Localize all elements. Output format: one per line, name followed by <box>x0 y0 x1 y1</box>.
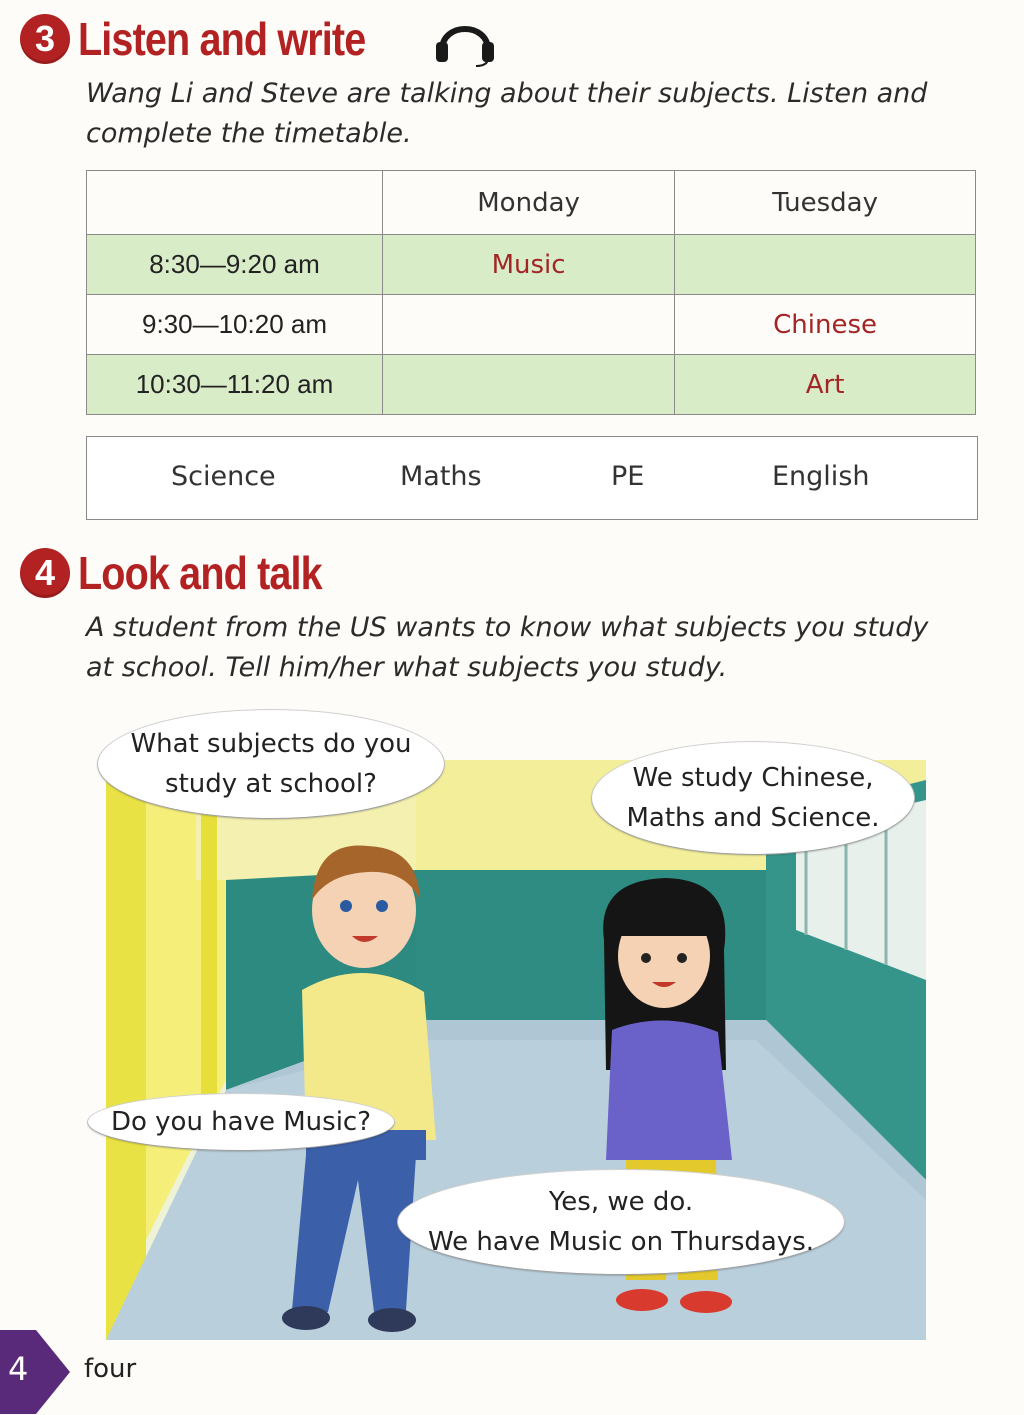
bubble-line: We have Music on Thursdays. <box>427 1227 815 1257</box>
section-4-header <box>20 546 361 600</box>
bubble-line: study at school? <box>165 769 377 799</box>
tuesday-cell[interactable]: Art <box>675 355 976 415</box>
table-row <box>87 355 976 415</box>
timetable <box>86 170 976 415</box>
header-cell: Monday <box>383 171 675 235</box>
page-number-word: four <box>84 1354 137 1384</box>
speech-bubble-girl-answer <box>592 742 914 854</box>
word-option: Maths <box>400 461 482 492</box>
header-cell <box>87 171 383 235</box>
monday-cell[interactable] <box>383 295 675 355</box>
section-4-instruction <box>86 608 986 688</box>
time-cell: 10:30—11:20 am <box>87 355 383 415</box>
word-box <box>86 436 978 520</box>
section-title: Look and talk <box>78 547 322 599</box>
bubble-line: What subjects do you <box>130 729 412 759</box>
speech-bubble-boy-question-2 <box>88 1094 394 1150</box>
section-3-header <box>20 12 412 66</box>
table-row <box>87 295 976 355</box>
monday-cell[interactable] <box>383 355 675 415</box>
time-cell: 8:30—9:20 am <box>87 235 383 295</box>
bubble-line: Do you have Music? <box>110 1107 372 1137</box>
page-number: 4 <box>8 1350 29 1388</box>
table-row <box>87 235 976 295</box>
headphones-icon <box>432 12 498 68</box>
section-number-badge: 3 <box>20 14 70 64</box>
table-header-row <box>87 171 976 235</box>
tuesday-cell[interactable]: Chinese <box>675 295 976 355</box>
bubble-line: Maths and Science. <box>626 803 880 833</box>
word-option: English <box>772 461 870 492</box>
word-option: Science <box>171 461 276 492</box>
instruction-line: at school. Tell him/her what subjects you study. <box>86 652 728 683</box>
instruction-line: Wang Li and Steve are talking about their subjects. Listen and <box>86 78 928 109</box>
speech-bubble-boy-question <box>98 710 444 818</box>
section-title: Listen and write <box>78 13 366 65</box>
section-number-badge: 4 <box>20 548 70 598</box>
bubble-line: Yes, we do. <box>548 1187 694 1217</box>
header-cell: Tuesday <box>675 171 976 235</box>
word-option: PE <box>611 461 645 492</box>
monday-cell[interactable]: Music <box>383 235 675 295</box>
instruction-line: A student from the US wants to know what subjects you study <box>86 612 929 643</box>
tuesday-cell[interactable] <box>675 235 976 295</box>
section-3-instruction <box>86 74 986 154</box>
speech-bubble-girl-answer-2 <box>398 1170 844 1274</box>
instruction-line: complete the timetable. <box>86 118 412 149</box>
bubble-line: We study Chinese, <box>632 763 874 793</box>
time-cell: 9:30—10:20 am <box>87 295 383 355</box>
